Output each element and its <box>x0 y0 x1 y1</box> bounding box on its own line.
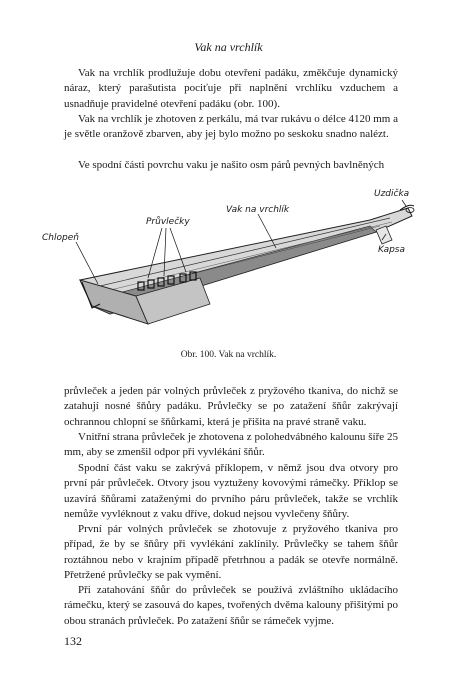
paragraph-loops-cont: průvleček a jeden pár volných průvleček z pryžového tkaniva, do nichž se zatahují nosné šňůry padáku. Průvlečky se po zatažení šňůr zakrývají ochrannou chlopní se šňůrkami, která je přišita na pravé straně vaku. <box>64 385 398 428</box>
figure-caption: Obr. 100. Vak na vrchlík. <box>180 350 277 360</box>
paragraph-material: Vak na vrchlík je zhotoven z perkálu, má tvar rukávu o délce 4120 mm a je světle oranžově zbarven, aby jej bylo možno po seskoku snadno nalézt. <box>64 113 398 141</box>
figure-deployment-bag <box>40 186 420 336</box>
deployment-bag-illustration <box>40 186 420 336</box>
page-number: 132 <box>64 634 82 648</box>
paragraph-stowing-frame: Při zatahování šňůr do průvleček se používá zvláštního ukládacího rámečku, který se zasouvá do kapes, tvořených dvěma kalouny přišitými po obou stranách průvleček. Po zatažení šňůr se rámeček vyjme. <box>64 584 398 627</box>
label-kapsa: Kapsa <box>378 245 406 255</box>
label-vak: Vak na vrchlík <box>226 205 290 215</box>
paragraph-rubber-loops: První pár volných průvleček se zhotovuje z pryžového tkaniva pro případ, že by se šňůry při vyvlékání zaklínily. Průvlečky se tahem šňůr roztáhnou nebo v krajním případě přetrhnou a padák se otevře normálně. Přetržené průvlečky se pak vymění. <box>64 523 398 582</box>
running-title: Vak na vrchlík <box>194 40 263 54</box>
label-uzdicka: Uzdička <box>374 189 410 199</box>
paragraph-loops-start: Ve spodní části povrchu vaku je našito osm párů pevných bavlněných <box>78 159 385 171</box>
paragraph-inner-side: Vnitřní strana průvleček je zhotovena z polohedvábného kalounu šíře 25 mm, aby se zmenšil odpor při vyvlékání šňůr. <box>64 431 398 459</box>
label-chlopen: Chlopeň <box>42 233 79 243</box>
paragraph-cover: Spodní část vaku se zakrývá příklopem, v němž jsou dva otvory pro první pár průvleček. Otvory jsou vyztuženy kovovými rámečky. Příklop se uzavírá šňůrami zataženými do prvního páru průvleček, takže se vrchlík nemůže vyvléknout z vaku dříve, dokud nejsou vyvlečeny šňůry. <box>64 462 398 521</box>
label-pruvlecky: Průvlečky <box>146 217 190 227</box>
paragraph-intro: Vak na vrchlík prodlužuje dobu otevření padáku, změkčuje dynamický náraz, který parašutista pociťuje při naplnění vrchlíku vzduchem a usnadňuje pravidelné otevření padáku (obr. 100). <box>64 67 398 110</box>
